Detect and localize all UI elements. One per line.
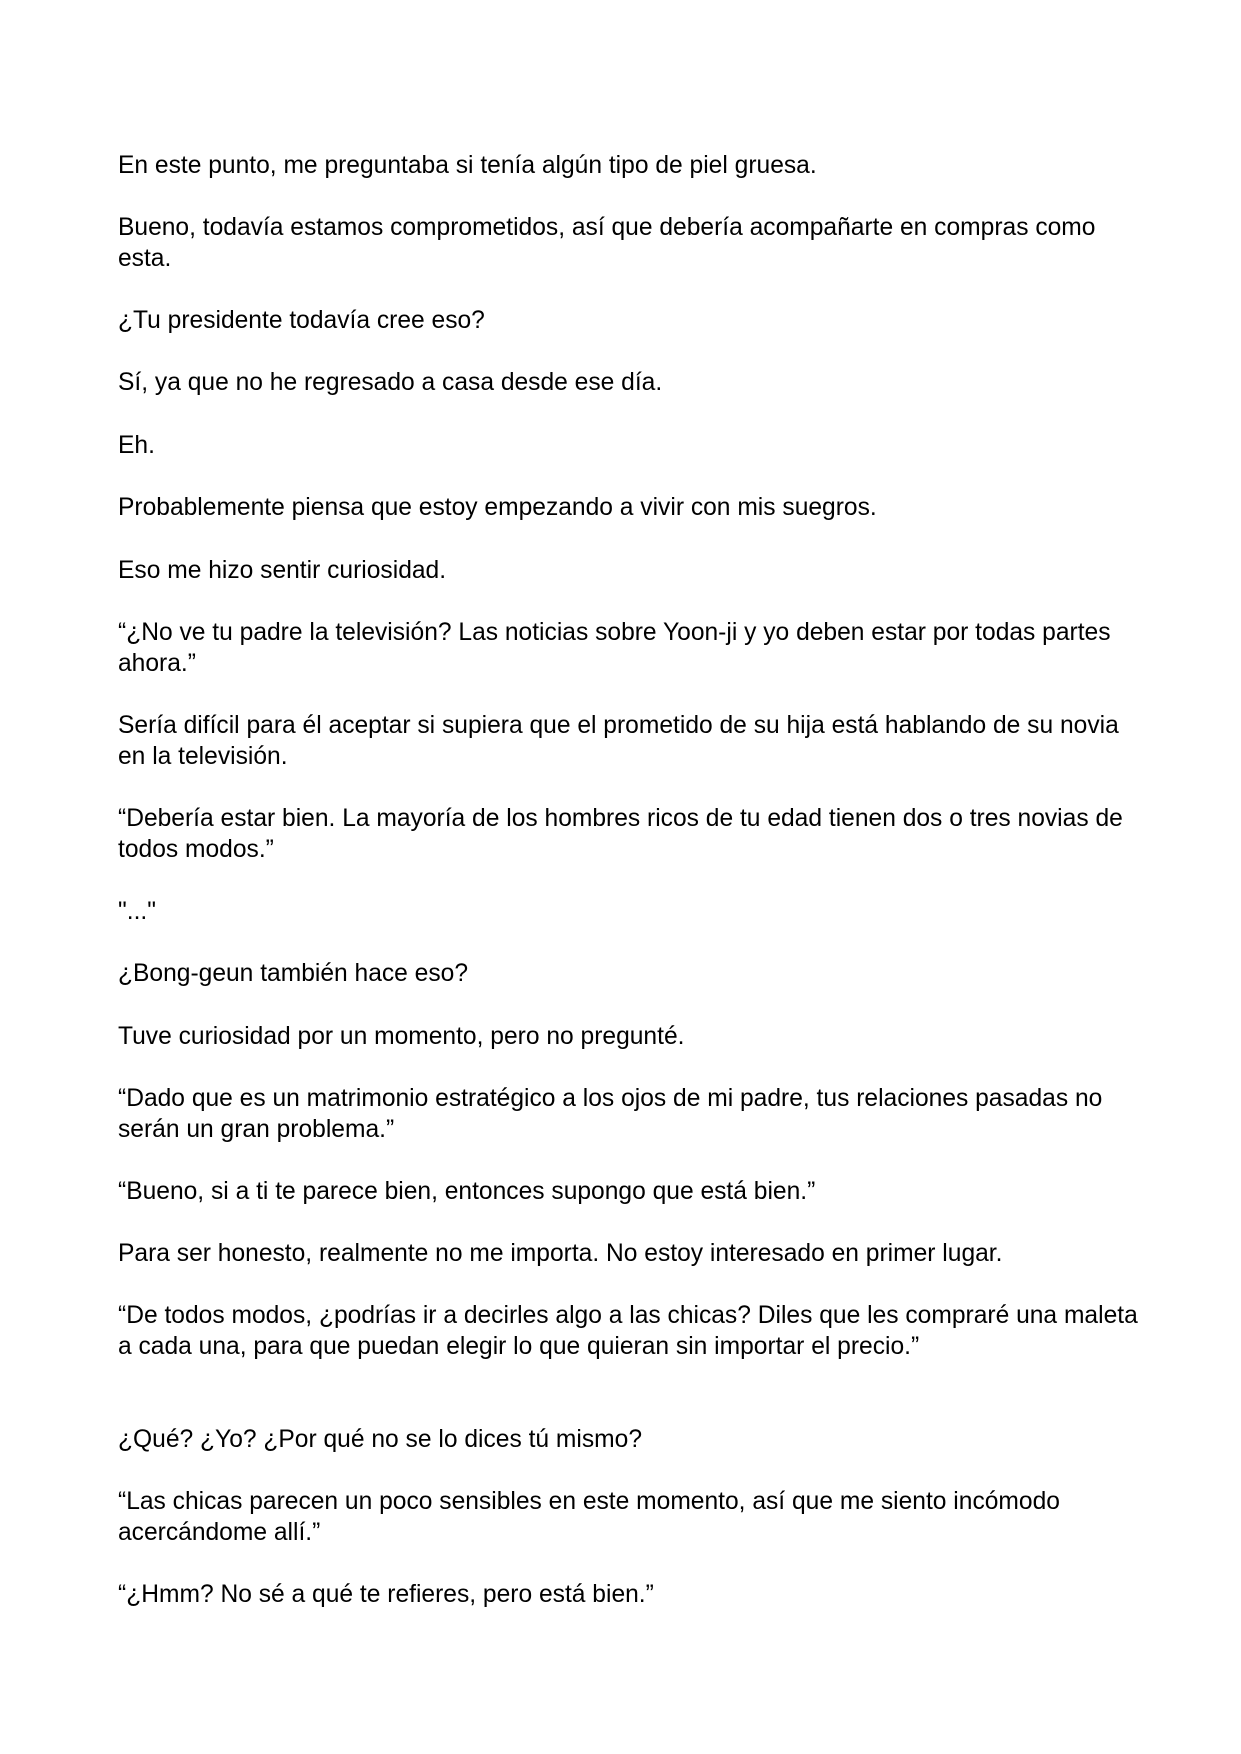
paragraph: Tuve curiosidad por un momento, pero no pregunté. <box>118 1023 685 1050</box>
paragraph: “De todos modos, ¿podrías ir a decirles algo a las chicas? Diles que les compraré una maleta a cada una, para que puedan elegir lo que quieran sin importar el precio.” <box>118 1302 1138 1360</box>
paragraph: En este punto, me preguntaba si tenía algún tipo de piel gruesa. <box>118 152 817 179</box>
paragraph: “Las chicas parecen un poco sensibles en este momento, así que me siento incómodo acercándome allí.” <box>118 1488 1060 1546</box>
paragraph: Eso me hizo sentir curiosidad. <box>118 557 447 584</box>
paragraph: Sí, ya que no he regresado a casa desde ese día. <box>118 369 663 396</box>
paragraph: Sería difícil para él aceptar si supiera que el prometido de su hija está hablando de su novia en la televisión. <box>118 712 1119 770</box>
paragraph: “¿Hmm? No sé a qué te refieres, pero está bien.” <box>118 1581 654 1608</box>
paragraph: Probablemente piensa que estoy empezando a vivir con mis suegros. <box>118 494 877 521</box>
paragraph: "..." <box>118 898 156 925</box>
paragraph: Para ser honesto, realmente no me importa. No estoy interesado en primer lugar. <box>118 1240 1003 1267</box>
paragraph: ¿Qué? ¿Yo? ¿Por qué no se lo dices tú mismo? <box>118 1426 643 1453</box>
paragraph: “Debería estar bien. La mayoría de los hombres ricos de tu edad tienen dos o tres novias de todos modos.” <box>118 805 1123 863</box>
paragraph: ¿Tu presidente todavía cree eso? <box>118 307 485 334</box>
paragraph: Eh. <box>118 432 155 459</box>
paragraph: “¿No ve tu padre la televisión? Las noticias sobre Yoon-ji y yo deben estar por todas partes ahora.” <box>118 619 1111 677</box>
paragraph: “Bueno, si a ti te parece bien, entonces supongo que está bien.” <box>118 1178 816 1205</box>
paragraph: “Dado que es un matrimonio estratégico a los ojos de mi padre, tus relaciones pasadas no serán un gran problema.” <box>118 1085 1103 1143</box>
paragraph: Bueno, todavía estamos comprometidos, así que debería acompañarte en compras como esta. <box>118 214 1096 272</box>
paragraph: ¿Bong-geun también hace eso? <box>118 960 469 987</box>
